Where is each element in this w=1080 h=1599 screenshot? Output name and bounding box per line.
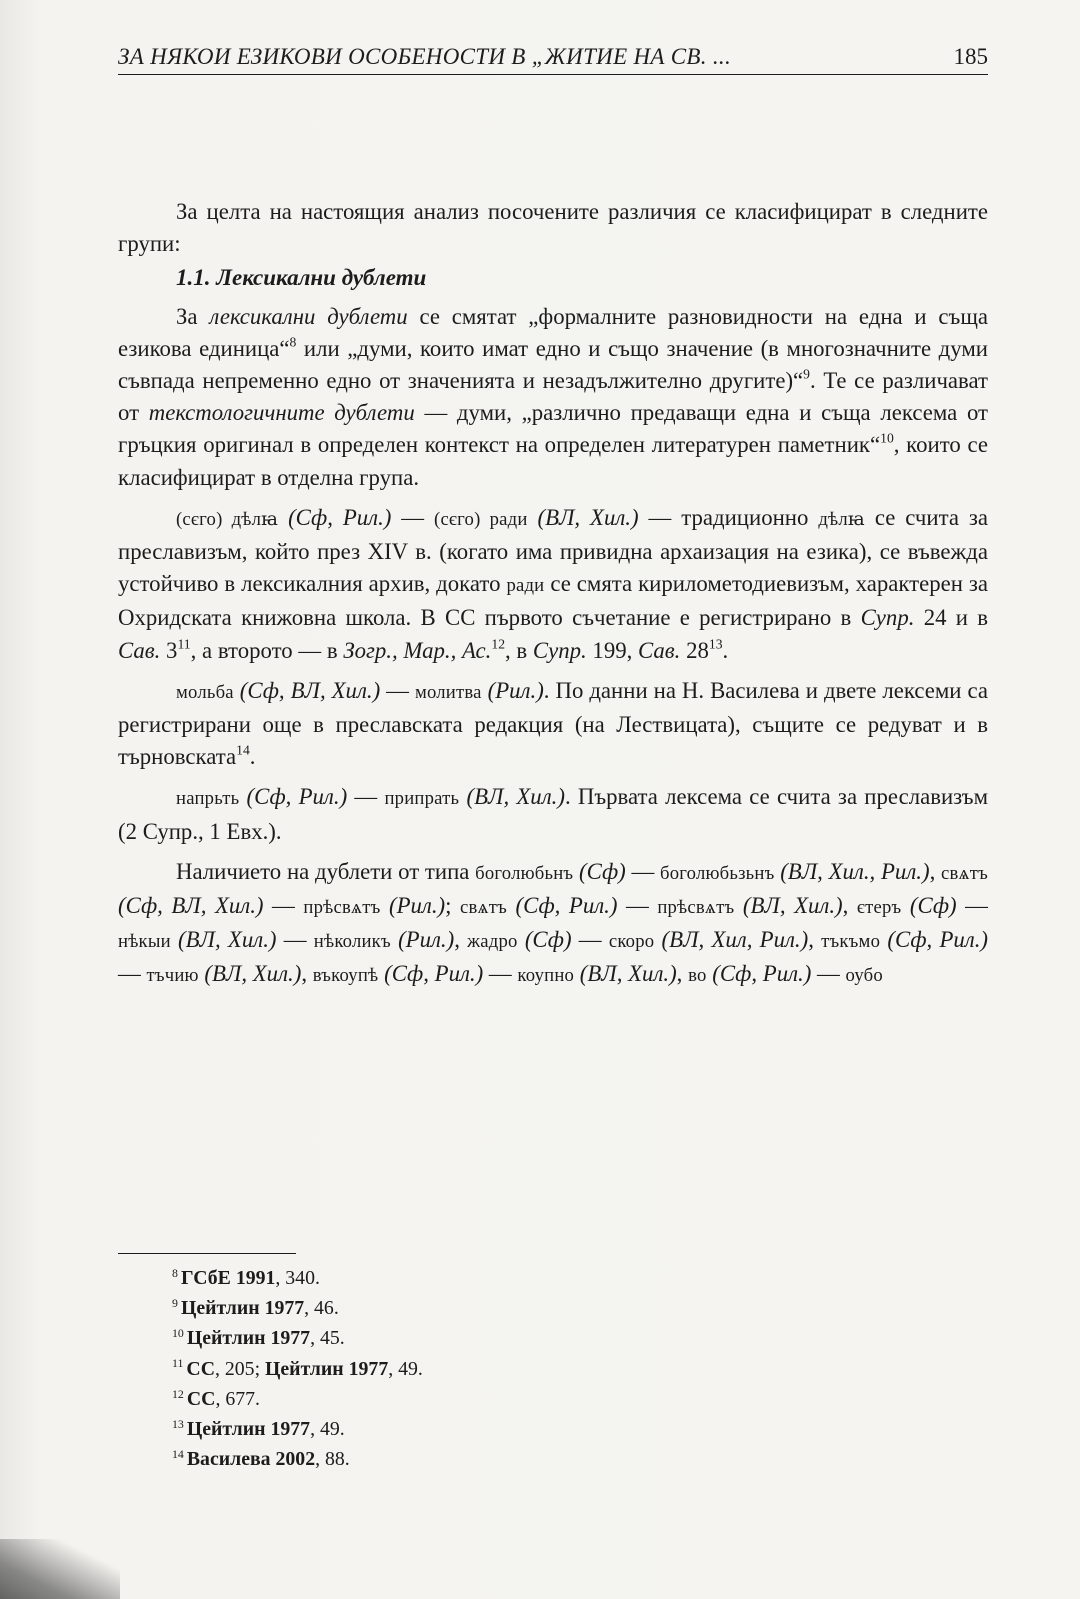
page-number: 185 — [953, 44, 988, 69]
footnote-text: , 45. — [310, 1327, 345, 1350]
footnote — [172, 1384, 872, 1414]
text-run: — — [571, 927, 609, 953]
source-ref: (Сф, Рил.) — [706, 961, 812, 987]
page-corner-shadow — [0, 1539, 120, 1599]
source-ref: Супр. — [860, 605, 915, 631]
footnote-text: , 49. — [388, 1357, 423, 1380]
footnote-source: Цейтлин 1977 — [186, 1327, 311, 1350]
text-run: . Те се различават от — [118, 368, 988, 426]
text-run: — — [956, 893, 988, 919]
source-ref: (Сф) — [517, 927, 572, 953]
text-run: се счита за преславизъм, който през XIV в. (когато има привидна архаизация на езика), се въвежда устойчиво в лексикалния архив, докато — [118, 504, 988, 597]
text-run: — — [347, 784, 385, 810]
paragraph-molba — [118, 675, 988, 774]
source-ref: (Сф, Рил.) — [239, 784, 348, 810]
paragraph-delma — [118, 502, 988, 667]
footnote-text: , 677. — [215, 1387, 260, 1410]
footnote-ref: 9 — [803, 366, 810, 382]
ocs-word: свѧтъ — [941, 862, 988, 884]
footnote-source: Цейтлин 1977 — [180, 1297, 305, 1320]
ocs-word: скоро — [608, 931, 655, 953]
text-run: . — [249, 744, 256, 770]
footnote-divider — [118, 1253, 296, 1254]
source-ref: Супр. — [532, 637, 587, 663]
source-ref: (ВЛ, Хил, Рил.) — [654, 927, 809, 953]
source-ref: (Рил.) — [380, 893, 446, 919]
source-ref: (Сф, ВЛ, Хил.) — [118, 893, 264, 919]
text-run: — — [483, 961, 518, 987]
footnote-ref: 11 — [177, 636, 191, 652]
text-run: , които се класифицират в отделна група. — [118, 432, 988, 490]
paragraph-lexical-doublets — [118, 301, 988, 494]
text-run: . — [722, 637, 729, 663]
text-run: , — [454, 927, 468, 953]
ocs-word: (сєго) дѣлꙗ — [176, 508, 279, 530]
source-ref: (Рил.) — [481, 677, 544, 703]
footnote-ref: 12 — [491, 636, 506, 652]
ocs-word: коупно — [517, 965, 575, 987]
ocs-word: тъкъмо — [821, 931, 881, 953]
footnote-text: , 205; — [215, 1357, 266, 1380]
running-head — [118, 38, 988, 75]
ocs-word: напрьть — [176, 788, 240, 810]
text-run: — — [276, 927, 314, 953]
text-run: , — [929, 858, 941, 884]
footnote-number: 8 — [172, 1265, 178, 1280]
text-run: 3 — [160, 637, 178, 663]
source-ref: (Сф, ВЛ, Хил.) — [233, 677, 381, 703]
ocs-word: боголюбьнъ — [475, 862, 574, 884]
text-run: За — [176, 303, 210, 329]
text-run: , в — [505, 637, 533, 663]
footnote-number: 10 — [172, 1326, 184, 1341]
intro-paragraph: За целта на настоящия анализ посочените различия се класифицират в следните групи: — [118, 199, 988, 257]
text-run: — традиционно — [638, 504, 819, 530]
source-ref: (ВЛ, Хил.) — [527, 504, 639, 530]
running-title: ЗА НЯКОИ ЕЗИКОВИ ОСОБЕНОСТИ В „ЖИТИЕ НА СВ. ... — [118, 44, 732, 69]
footnote — [172, 1444, 872, 1474]
term-textological-doublets: текстологичните дублети — [148, 400, 415, 426]
term-lexical-doublets: лексикални дублети — [209, 303, 408, 329]
footnote — [172, 1323, 872, 1353]
footnote-text: , 49. — [310, 1418, 345, 1441]
ocs-word: прѣсвѧтъ — [657, 897, 735, 919]
source-ref: (Сф, Рил.) — [278, 504, 392, 530]
footnote-ref: 14 — [236, 742, 250, 758]
paragraph-naprat — [118, 781, 988, 847]
source-ref: (ВЛ, Хил.) — [170, 927, 277, 953]
footnote-source: Цейтлин 1977 — [265, 1357, 389, 1380]
paragraph-doublets-list — [118, 856, 988, 993]
source-ref: (Сф) — [573, 858, 626, 884]
text-run: — думи, „различно предаващи една и съща лексема от гръцкия оригинал в определен контекст на определен литературен паметник“ — [118, 400, 989, 458]
text-run: , — [676, 961, 689, 987]
text-run: — — [263, 893, 304, 919]
footnote-text: , 340. — [275, 1267, 320, 1289]
ocs-word: (сєго) ради — [434, 508, 528, 530]
text-run: . По данни на Н. Василева и двете лексеми са регистрирани още в преславската редакция (на Лествицата), същите се редуват и в търновската — [118, 677, 988, 770]
ocs-word: во — [688, 965, 707, 987]
text-run: или „думи, които имат едно и също значение (в многозначните думи съвпада непременно едно от значенията и незадължително другите)“ — [118, 335, 988, 394]
source-ref: (Рил.) — [390, 927, 455, 953]
source-ref: Сав. — [638, 637, 681, 663]
footnote — [172, 1293, 872, 1323]
footnote — [172, 1354, 872, 1384]
ocs-word: нѣкыи — [118, 931, 171, 953]
body-text — [118, 196, 988, 993]
text-run: . Първата лексема се счита за преславизъм (2 Супр., 1 Евх.). — [118, 784, 988, 844]
footnote-ref: 8 — [289, 334, 297, 350]
text-run: 24 и в — [914, 605, 989, 631]
source-ref: (Сф, Рил.) — [880, 927, 988, 953]
text-run: ; — [445, 893, 461, 919]
source-ref: (Сф, Рил.) — [378, 961, 484, 987]
source-ref: (ВЛ, Хил.) — [574, 961, 677, 987]
footnote-source: Цейтлин 1977 — [186, 1418, 311, 1441]
source-ref: (ВЛ, Хил.) — [734, 893, 843, 919]
footnote-text: , 46. — [304, 1297, 339, 1320]
source-ref: (ВЛ, Хил., Рил.) — [774, 858, 930, 884]
footnote-ref: 10 — [880, 430, 894, 446]
text-run: 199, — [586, 637, 639, 663]
text-run: , — [301, 961, 313, 987]
ocs-word: єтеръ — [856, 897, 902, 919]
ocs-word: оубо — [845, 965, 883, 987]
footnote — [172, 1263, 872, 1293]
text-run: — — [380, 677, 415, 703]
footnote-source: СС — [186, 1357, 215, 1380]
ocs-word: припрать — [384, 788, 460, 810]
ocs-word: молитва — [414, 681, 482, 703]
text-run: се смятат „формалните разновидности на една и съща езикова единица“ — [118, 303, 989, 361]
footnote-number: 9 — [172, 1296, 178, 1311]
ocs-word: мольба — [176, 681, 234, 703]
text-run: , — [842, 893, 857, 919]
footnote-source: ГСбЕ 1991 — [180, 1267, 276, 1289]
text-run: — — [391, 504, 435, 530]
section-heading: 1.1. Лексикални дублети — [176, 265, 427, 291]
text-run: — — [118, 961, 147, 987]
ocs-word: свѧтъ — [460, 897, 507, 919]
text-run: , — [808, 927, 822, 953]
footnote-source: СС — [186, 1387, 216, 1410]
footnote-ref: 13 — [708, 636, 723, 652]
text-run: , а второто — в — [190, 637, 344, 663]
footnote-number: 11 — [172, 1356, 184, 1371]
footnote-number: 14 — [172, 1447, 184, 1462]
text-run: Наличието на дублети от типа — [176, 858, 476, 884]
text-run: — — [617, 893, 658, 919]
ocs-word: боголюбьзьнъ — [660, 862, 775, 884]
footnotes — [172, 1263, 872, 1474]
source-ref: (Сф) — [901, 893, 957, 919]
ocs-word: прѣсвѧтъ — [303, 897, 381, 919]
ocs-word: въкоупѣ — [312, 965, 379, 987]
footnote-number: 12 — [172, 1386, 184, 1401]
ocs-word: тъчию — [146, 965, 199, 987]
source-ref: Зогр., Мар., Ас. — [343, 637, 492, 663]
source-ref: (ВЛ, Хил.) — [459, 784, 565, 810]
footnote-text: , 88. — [315, 1448, 350, 1471]
ocs-word: ради — [506, 575, 545, 597]
text-run: — — [811, 961, 846, 987]
ocs-word: дѣлꙗ — [818, 508, 865, 530]
ocs-word: жадро — [467, 931, 518, 953]
footnote — [172, 1414, 872, 1444]
source-ref: (ВЛ, Хил.) — [198, 961, 302, 987]
source-ref: Сав. — [118, 637, 161, 663]
text-run: 28 — [680, 637, 709, 663]
text-run: се смята кирилометодиевизъм, характерен за Охридската книжовна школа. В СС първото съчетание е регистрирано в — [118, 571, 988, 631]
footnote-number: 13 — [172, 1416, 184, 1431]
footnote-source: Василева 2002 — [186, 1448, 316, 1471]
ocs-word: нѣколикъ — [313, 931, 391, 953]
source-ref: (Сф, Рил.) — [507, 893, 618, 919]
text-run: — — [625, 858, 661, 884]
